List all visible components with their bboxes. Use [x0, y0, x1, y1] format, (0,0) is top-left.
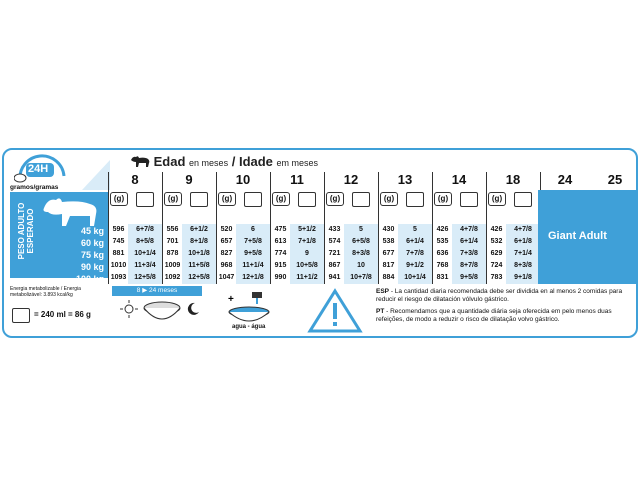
measuring-cup-icon — [298, 192, 316, 207]
table-cell-measure: 7+7/8 — [398, 248, 432, 260]
title-es-suffix: en meses — [189, 158, 229, 168]
unit-label: gramos/gramas — [10, 184, 59, 191]
warning-icon — [306, 287, 364, 335]
table-cell-grams: 817 — [382, 262, 395, 269]
table-cell-grams: 613 — [274, 238, 287, 245]
table-cell-measure: 9 — [290, 248, 324, 260]
table-cell-grams: 657 — [220, 238, 233, 245]
table-cell-measure: 8+3/8 — [344, 248, 378, 260]
table-cell-measure: 6+7/8 — [128, 224, 162, 236]
table-cell-measure: 4+7/8 — [452, 224, 486, 236]
table-cell-grams: 701 — [166, 238, 179, 245]
table-cell-measure: 7+1/8 — [290, 236, 324, 248]
table-cell-measure: 11+3/4 — [128, 260, 162, 272]
age-header: 25 — [607, 172, 623, 187]
table-cell-grams: 783 — [490, 274, 503, 281]
dog-silhouette-icon — [40, 194, 100, 228]
table-cell-grams: 520 — [220, 226, 233, 233]
table-cell-grams: 426 — [436, 226, 449, 233]
age-header: 18 — [505, 172, 521, 187]
table-cell-grams: 827 — [220, 250, 233, 257]
table-cell-measure: 10+1/4 — [128, 248, 162, 260]
weight-label: 100 kg — [75, 274, 104, 284]
table-cell-measure: 8+3/8 — [506, 260, 540, 272]
table-cell-measure: 7+5/8 — [236, 236, 270, 248]
table-cell-grams: 433 — [328, 226, 341, 233]
table-cell-grams: 721 — [328, 250, 341, 257]
table-cell-measure: 5 — [398, 224, 432, 236]
table-cell-grams: 1092 — [164, 274, 181, 281]
table-cell-measure: 6+1/8 — [506, 236, 540, 248]
measuring-cup-icon — [352, 192, 370, 207]
table-cell-grams: 538 — [382, 238, 395, 245]
table-cell-measure: 11+5/8 — [182, 260, 216, 272]
unit-g-badge: (g) — [380, 192, 398, 206]
table-cell-grams: 990 — [274, 274, 287, 281]
table-cell-grams: 745 — [112, 238, 125, 245]
measuring-cup-icon — [136, 192, 154, 207]
unit-g-badge: (g) — [434, 192, 452, 206]
table-cell-grams: 556 — [166, 226, 179, 233]
age-header: 12 — [343, 172, 359, 187]
energy-line-1: Energia metabolizable / Energia — [10, 286, 81, 292]
table-cell-grams: 629 — [490, 250, 503, 257]
moon-icon — [186, 302, 200, 316]
energy-equation: = 240 ml = 86 g — [34, 310, 91, 319]
title-pt: Idade — [238, 154, 273, 169]
table-cell-measure: 6+5/8 — [344, 236, 378, 248]
table-cell-measure: 9+1/2 — [398, 260, 432, 272]
measuring-cup-icon — [460, 192, 478, 207]
age-row — [108, 172, 623, 188]
energy-info — [10, 286, 81, 298]
age-header: 13 — [397, 172, 413, 187]
table-cell-grams: 724 — [490, 262, 503, 269]
table-cell-grams: 532 — [490, 238, 503, 245]
vertical-weight-label — [17, 189, 35, 273]
table-cell-grams: 596 — [112, 226, 125, 233]
header-title — [130, 154, 318, 169]
table-cell-grams: 430 — [382, 226, 395, 233]
age-header: 9 — [185, 172, 193, 187]
table-cell-measure: 6 — [236, 224, 270, 236]
table-cell-grams: 878 — [166, 250, 179, 257]
table-cell-measure: 10+1/4 — [398, 272, 432, 284]
table-cell-measure: 6+1/4 — [452, 236, 486, 248]
measuring-cup-icon — [190, 192, 208, 207]
water-label: agua - água — [232, 324, 266, 330]
header-triangle — [82, 160, 110, 190]
note-pt — [376, 308, 634, 324]
table-cell-grams: 535 — [436, 238, 449, 245]
feeding-guide-card — [2, 148, 638, 338]
vertical-label-line-2: ESPERADO — [26, 208, 35, 254]
note-es-tag: ESP — [376, 288, 390, 295]
table-cell-grams: 636 — [436, 250, 449, 257]
note-es — [376, 288, 634, 304]
table-cell-grams: 881 — [112, 250, 125, 257]
table-cell-measure: 11+1/2 — [290, 272, 324, 284]
clock-label: 24H — [28, 163, 49, 175]
measuring-cup-icon — [514, 192, 532, 207]
table-cell-grams: 968 — [220, 262, 233, 269]
weight-label: 60 kg — [80, 238, 104, 248]
sun-icon — [120, 300, 138, 318]
table-cell-grams: 677 — [382, 250, 395, 257]
unit-g-badge: (g) — [164, 192, 182, 206]
unit-g-badge: (g) — [272, 192, 290, 206]
table-cell-grams: 574 — [328, 238, 341, 245]
title-es: Edad — [153, 154, 186, 169]
giant-adult-block — [538, 190, 636, 284]
water-bowl-icon — [224, 292, 274, 324]
note-pt-tag: PT — [376, 308, 385, 315]
table-cell-measure: 7+1/4 — [506, 248, 540, 260]
table-cell-measure: 5 — [344, 224, 378, 236]
table-cell-measure: 4+7/8 — [506, 224, 540, 236]
unit-g-badge: (g) — [218, 192, 236, 206]
table-cell-grams: 915 — [274, 262, 287, 269]
title-pt-suffix: em meses — [276, 158, 319, 168]
table-cell-grams: 884 — [382, 274, 395, 281]
age-header: 8 — [131, 172, 139, 187]
measuring-cup-icon — [406, 192, 424, 207]
svg-text:+: + — [228, 294, 234, 305]
unit-g-badge: (g) — [326, 192, 344, 206]
table-cell-measure: 6+1/4 — [398, 236, 432, 248]
table-cell-measure: 5+1/2 — [290, 224, 324, 236]
table-cell-measure: 10+5/8 — [290, 260, 324, 272]
food-bowl-icon — [142, 300, 182, 324]
dog-icon — [130, 155, 150, 167]
table-cell-measure: 12+5/8 — [128, 272, 162, 284]
table-cell-grams: 831 — [436, 274, 449, 281]
note-es-text: - La cantidad diaria recomendada debe ser dividida en al menos 2 comidas para reducir el riesgo de dilatación vólvulo gástrico. — [376, 288, 623, 304]
note-pt-text: - Recomendamos que a quantidade diária seja oferecida em pelo menos duas refeições, de modo a reduzir o risco de dilatação volvo gástrico. — [376, 308, 612, 324]
table-cell-grams: 1093 — [110, 274, 127, 281]
age-header: 11 — [290, 172, 304, 187]
table-cell-grams: 867 — [328, 262, 341, 269]
table-cell-grams: 1009 — [164, 262, 181, 269]
vertical-label-line-1: PESO ADULTO — [17, 202, 26, 260]
table-cell-grams: 426 — [490, 226, 503, 233]
age-range-badge: 8 ▶ 24 meses — [112, 286, 202, 296]
table-cell-grams: 475 — [274, 226, 287, 233]
table-cell-measure: 12+1/8 — [236, 272, 270, 284]
table-cell-grams: 768 — [436, 262, 449, 269]
unit-g-badge: (g) — [110, 192, 128, 206]
table-cell-measure: 8+7/8 — [452, 260, 486, 272]
table-cell-grams: 1047 — [218, 274, 235, 281]
table-cell-grams: 1010 — [110, 262, 127, 269]
age-header: 24 — [557, 172, 573, 187]
table-cell-measure: 8+5/8 — [128, 236, 162, 248]
table-cell-grams: 941 — [328, 274, 341, 281]
table-cell-measure: 10 — [344, 260, 378, 272]
unit-g-badge: (g) — [488, 192, 506, 206]
table-cell-measure: 9+5/8 — [452, 272, 486, 284]
age-header: 14 — [451, 172, 467, 187]
giant-adult-label: Giant Adult — [548, 230, 607, 242]
table-cell-measure: 11+1/4 — [236, 260, 270, 272]
table-cell-measure: 6+1/2 — [182, 224, 216, 236]
measuring-cup-icon — [244, 192, 262, 207]
table-cell-measure: 7+3/8 — [452, 248, 486, 260]
weight-label: 90 kg — [80, 262, 104, 272]
table-cell-grams: 774 — [274, 250, 287, 257]
title-separator: / — [231, 154, 236, 169]
table-cell-measure: 8+1/8 — [182, 236, 216, 248]
table-cell-measure: 12+5/8 — [182, 272, 216, 284]
table-cell-measure: 10+1/8 — [182, 248, 216, 260]
measuring-cup-icon — [12, 308, 30, 323]
energy-line-2: metabolizável: 3.893 kcal/kg — [10, 292, 73, 298]
table-cell-measure: 9+5/8 — [236, 248, 270, 260]
table-cell-measure: 10+7/8 — [344, 272, 378, 284]
weight-label: 75 kg — [80, 250, 104, 260]
dog-panel — [10, 192, 108, 284]
age-header: 10 — [235, 172, 251, 187]
weight-label: 45 kg — [80, 226, 104, 236]
table-cell-measure: 9+1/8 — [506, 272, 540, 284]
